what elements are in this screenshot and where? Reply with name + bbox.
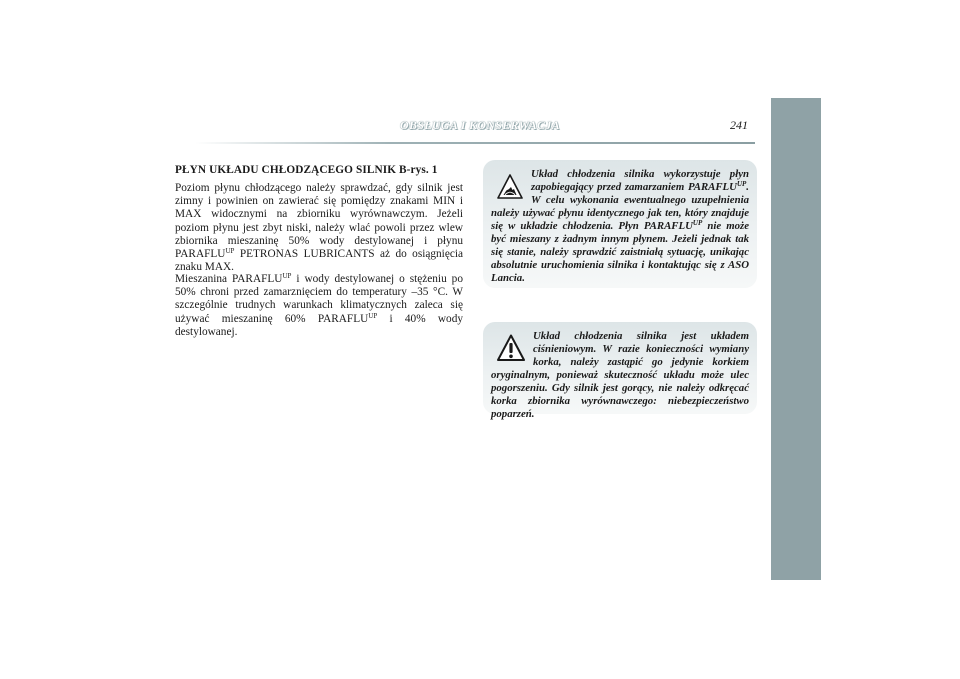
page-header-title: OBSŁUGA I KONSERWACJA [400,118,560,132]
environment-warning-icon [497,174,523,200]
warning-triangle-icon [497,334,525,362]
safety-warning-box [483,322,757,420]
paragraph-mixture-info: Mieszanina $PARAFLU^{UP}$ i wody destylowanej o stężeniu po 50% chroni przed zamarznięciem do temperatury –35 °C. W szczególnie trudnych warunkach klimatycznych zaleca się używać mieszaninę 60% $PARAFLU^{UP}$ i 40% wody destylowanej. [175,272,463,338]
safety-warning-text: Układ chłodzenia silnika jest układem ciśnieniowym. W razie konieczności wymiany korka, należy zastąpić go jedynie korkiem oryginalnym, ponieważ skuteczność układu może ulec pogorszeniu. Gdy silnik jest gorący, nie należy odkręcać korka zbiornika wyrównawczego: niebezpieczeństwo poparzeń. [491,330,749,420]
section-heading: PŁYN UKŁADU CHŁODZĄCEGO SILNIK B-rys. 1 [175,164,438,176]
paragraph-coolant-check: Poziom płynu chłodzącego należy sprawdzać, gdy silnik jest zimny i powinien on zawierać się pomiędzy znakami MIN i MAX widocznymi na zbiorniku wyrównawczym. Jeżeli poziom płynu jest zbyt niski, należy wlać powoli przez wlew zbiornika mieszaninę 50% wody destylowanej i płynu $PARAFLU^{UP}$ PETRONAS LUBRICANTS aż do osiągnięcia znaku MAX. [175,182,463,274]
chapter-side-tab [771,98,821,580]
environment-notice-text: Układ chłodzenia silnika wykorzystuje płyn zapobiegający przed zamarzaniem $PARAFLU^{UP}$. W celu wykonania ewentualnego uzupełnienia należy używać płynu identycznego jak ten, który znajduje się w układzie chłodzenia. Płyn $PARAFLU^{UP}$ nie może być mieszany z żadnym innym płynem. Jeżeli jednak tak się stanie, należy sprawdzić zaistniałą sytuację, unikając absolutnie uruchomienia silnika i kontaktując się z ASO Lancia. [491,168,749,284]
environment-notice-box [483,160,757,288]
page-number: 241 [730,118,748,132]
header-rule [195,142,755,144]
